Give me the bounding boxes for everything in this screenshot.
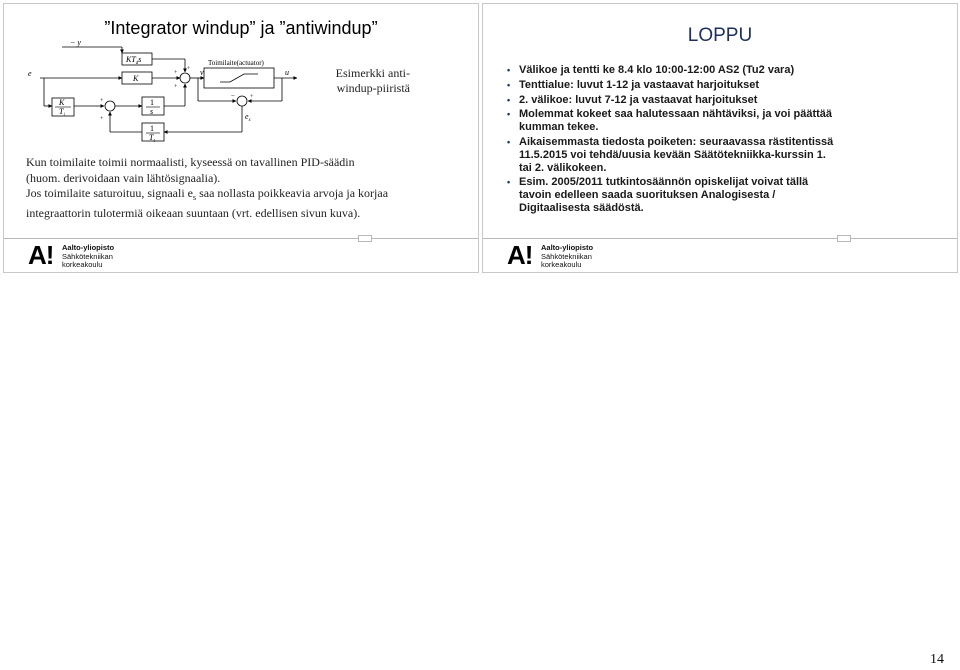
bullet-icon: • [507, 109, 511, 120]
label-tt-den: $T_t$ [149, 133, 155, 144]
sign-plus: + [100, 116, 104, 122]
page-number: 14 [930, 652, 944, 667]
aalto-logo-icon: A! [28, 240, 54, 270]
label-k: K [133, 74, 139, 83]
body-line: (huom. derivoidaan vain lähtösignaalia). [26, 170, 221, 185]
antiwindup-block-diagram [22, 40, 312, 152]
label-e: e [28, 69, 32, 78]
sign-plus: + [187, 66, 191, 72]
list-item: • 2. välikoe: luvut 7-12 ja vastaavat harjoitukset [507, 93, 758, 106]
sign-plus: + [174, 84, 178, 90]
label-v: v [200, 68, 204, 77]
list-item: • Molemmat kokeet saa halutessaan nähtäviksi, ja voi päättää kumman tekee. [507, 108, 833, 134]
label-int-den: s [150, 107, 154, 116]
list-item: • Välikoe ja tentti ke 8.4 klo 10:00-12:00 AS2 (Tu2 vara) [507, 64, 795, 76]
sign-plus: + [250, 94, 254, 100]
slide-title: LOPPU [687, 25, 753, 46]
label-minus-y: − y [70, 40, 81, 47]
list-item: • Aikaisemmasta tiedosta poiketen: seuraavassa rästitentissä 11.5.2015 voi tehdä/uusia kevään Säätötekniikka-kurssin 1. tai 2. välikokeen. [507, 135, 834, 174]
footer-divider [4, 238, 478, 239]
label-int-num: 1 [150, 98, 154, 107]
body-line: integraattorin tulotermiä oikeaan suuntaan (vrt. edellisen sivun kuva). [26, 205, 361, 220]
label-k-ti-den: $T_i$ [59, 107, 65, 118]
label-tt-num: 1 [150, 124, 154, 133]
slide-loppu [482, 3, 958, 273]
slide-title: ”Integrator windup” ja ”antiwindup” [104, 18, 378, 38]
label-actuator: Toimilaite(actuator) [208, 59, 264, 67]
bullet-icon: • [507, 79, 511, 90]
sign-plus: + [174, 70, 178, 76]
diagram-caption: Esimerkki anti-windup-piiristä [335, 66, 410, 95]
sign-minus: − [231, 92, 235, 100]
list-item: • Tenttialue: luvut 1-12 ja vastaavat harjoitukset [507, 78, 760, 91]
label-es: $e_s$ [245, 112, 251, 123]
sign-plus: + [100, 98, 104, 104]
aalto-logo-text: Aalto-yliopisto Sähkötekniikan korkeakoulu [541, 243, 594, 269]
bullet-icon: • [507, 177, 511, 188]
aalto-logo-icon: A! [507, 240, 533, 270]
aalto-logo-text: Aalto-yliopisto Sähkötekniikan korkeakoulu [62, 243, 115, 269]
bullet-icon: • [507, 136, 511, 147]
footer-divider [483, 238, 957, 239]
label-ktd: $KT_ds$ [126, 55, 142, 66]
list-item: • Esim. 2005/2011 tutkintosäännön opiskelijat voivat tällä tavoin edelleen saada suorituksen Analogisesta / Digitaalisesta säädöstä. [507, 176, 809, 214]
slide-body-text [26, 155, 416, 221]
label-k-ti-num: K [59, 98, 65, 107]
footer-marker [358, 235, 372, 242]
body-line: Jos toimilaite saturoituu, signaali $e_s$ saa nollasta poikkeavia arvoja ja korjaa [26, 186, 389, 202]
label-u: u [285, 68, 289, 77]
bullet-icon: • [507, 94, 511, 105]
bullet-icon: • [507, 65, 511, 75]
footer-marker [837, 235, 851, 242]
slide-integrator-windup [3, 3, 479, 273]
bullet-list [505, 64, 835, 217]
body-line: Kun toimilaite toimii normaalisti, kyseessä on tavallinen PID-säädin [26, 155, 355, 169]
